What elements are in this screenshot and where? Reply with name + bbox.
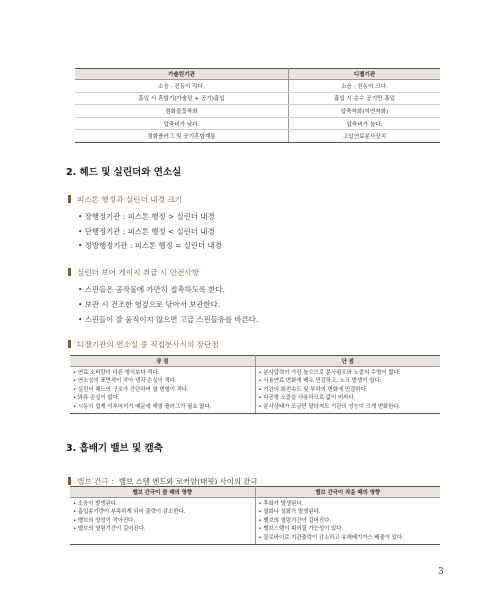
table-row xyxy=(75,130,440,143)
list-item: • 스핀들이 잘 움직이지 않으면 고급 스핀들유를 바른다. xyxy=(78,315,259,324)
table-cell: 흡입 시 순수 공기만 흡입 xyxy=(289,92,440,105)
list-item: • 밸브의 양정이 작아진다. xyxy=(73,517,136,524)
table-header-cons: 단 점 xyxy=(255,356,440,367)
list-item: • 실린더 헤드의 구조가 간단하여 열 변형이 적다. xyxy=(73,386,189,393)
list-item: • 블로바이로 기관출력이 감소하고 유해배기가스 배출이 있다. xyxy=(258,534,404,541)
list-item: • 열화나 실화가 발생된다. xyxy=(258,509,321,516)
pros-cell xyxy=(70,367,255,414)
table-row xyxy=(75,92,440,105)
table-cell: 압축착화(자연착화) xyxy=(289,105,440,118)
section-bar-icon xyxy=(68,195,71,203)
section-bar-icon xyxy=(68,340,71,348)
list-item: • 분사상태가 조금만 달라져도 기관의 성능이 크게 변화한다. xyxy=(258,403,401,410)
list-item: • 기관의 회전속도 및 부하의 변화에 민감하다. xyxy=(258,386,368,393)
table-cell: 소음 · 진동이 크다. xyxy=(289,80,440,93)
list-item: • 밸브의 열림기간이 길어진다. xyxy=(258,517,332,524)
table-row xyxy=(70,498,440,545)
section-bar-icon xyxy=(68,268,71,276)
table-cell: 압축비가 낮다. xyxy=(75,117,289,130)
list-item: • 밸브스템이 휘어질 가능성이 있다. xyxy=(258,526,344,533)
table-row xyxy=(75,80,440,93)
section-2-title: 2. 헤드 및 실린더와 연소실 xyxy=(66,167,182,178)
list-item: • 사용연료 변화에 매우 민감하고, 노크 발생이 쉽다. xyxy=(258,378,382,385)
table-header-pros: 장 점 xyxy=(70,356,255,367)
table-cell: 점화플러그 및 공기혼합계통 xyxy=(75,130,289,143)
table-header-large-clearance: 밸브 간극이 클 때의 영향 xyxy=(70,487,255,498)
table-cell: 고압연료분사장치 xyxy=(289,130,440,143)
list-item: • 보관 시 건조한 헝겊으로 닦아서 보관한다. xyxy=(78,300,221,309)
large-clearance-cell xyxy=(70,498,255,545)
table-cell: 압축비가 높다. xyxy=(289,117,440,130)
list-item: • 다공형 노즐을 사용하므로 값이 비싸다. xyxy=(258,395,356,402)
list-item: • 연료 소비량이 다른 형식보다 적다. xyxy=(73,370,160,376)
table-header-small-clearance: 밸브 간극이 작을 때의 영향 xyxy=(255,487,440,498)
list-item: • 흡입송기량이 부족하게 되어 출력이 감소한다. xyxy=(73,509,186,516)
table-cell: 점화불꽃착화 xyxy=(75,105,289,118)
section-3-title: 3. 흡배기 밸브 및 캠축 xyxy=(66,443,163,454)
list-item: • 정방행정기관 : 피스톤 행정 = 실린더 내경 xyxy=(78,241,222,250)
subsection-title: 실린더 보어 게이지 취급 시 안전사항 xyxy=(77,268,200,277)
section-bar-icon xyxy=(68,477,71,485)
list-item: • 분사압력이 가장 높으므로 분사펌프와 노즐의 수명이 짧다. xyxy=(258,370,401,376)
subsection-bore-gauge xyxy=(68,267,199,278)
small-clearance-cell xyxy=(255,498,440,545)
subsection-description: 밸브 스템 엔드와 로커암(태핏) 사이의 간극 xyxy=(118,477,258,486)
list-item: • 밸브의 열림기간이 길어진다. xyxy=(73,526,146,533)
table-header-gasoline: 가솔린기관 xyxy=(75,69,289,80)
cons-cell xyxy=(255,367,440,414)
table-row xyxy=(75,105,440,118)
list-item: • 스핀들은 공작물에 가만히 접촉하도록 한다. xyxy=(78,285,225,294)
valve-clearance-table xyxy=(70,486,440,545)
table-row xyxy=(75,117,440,130)
table-row xyxy=(70,367,440,414)
list-item: • 후화가 발생된다. xyxy=(258,501,304,507)
subsection-title: 피스톤 행정과 실린더 내경 크기 xyxy=(77,195,183,204)
pros-cons-table xyxy=(70,355,440,414)
list-item: • 연소실의 표면적이 작아 냉각 손실이 적다. xyxy=(73,378,177,385)
engine-comparison-table xyxy=(75,68,440,143)
table-cell: 소음 · 진동이 작다. xyxy=(75,80,289,93)
subsection-title: 디젤기관의 연소실 중 직접분사식의 장단점 xyxy=(77,340,219,349)
list-item: • 단행정기관 : 피스톤 행정 < 실린더 내경 xyxy=(78,227,215,236)
list-item: • 장행정기관 : 피스톤 행정 > 실린더 내경 xyxy=(78,212,215,221)
list-item: • 소음이 발생된다. xyxy=(73,501,118,507)
list-item: • 시동이 쉽게 이루어지기 때문에 예열 플러그가 필요 없다. xyxy=(73,403,212,410)
subsection-piston-stroke xyxy=(68,194,182,205)
table-header-diesel: 디젤기관 xyxy=(289,69,440,80)
table-cell: 흡입 시 혼합기(가솔린 + 공기)흡입 xyxy=(75,92,289,105)
page-number: 3 xyxy=(438,567,444,577)
subsection-direct-injection xyxy=(68,339,219,350)
list-item: • 와류 손실이 없다. xyxy=(73,395,120,402)
subsection-label: 밸브 간극 : xyxy=(77,477,114,486)
